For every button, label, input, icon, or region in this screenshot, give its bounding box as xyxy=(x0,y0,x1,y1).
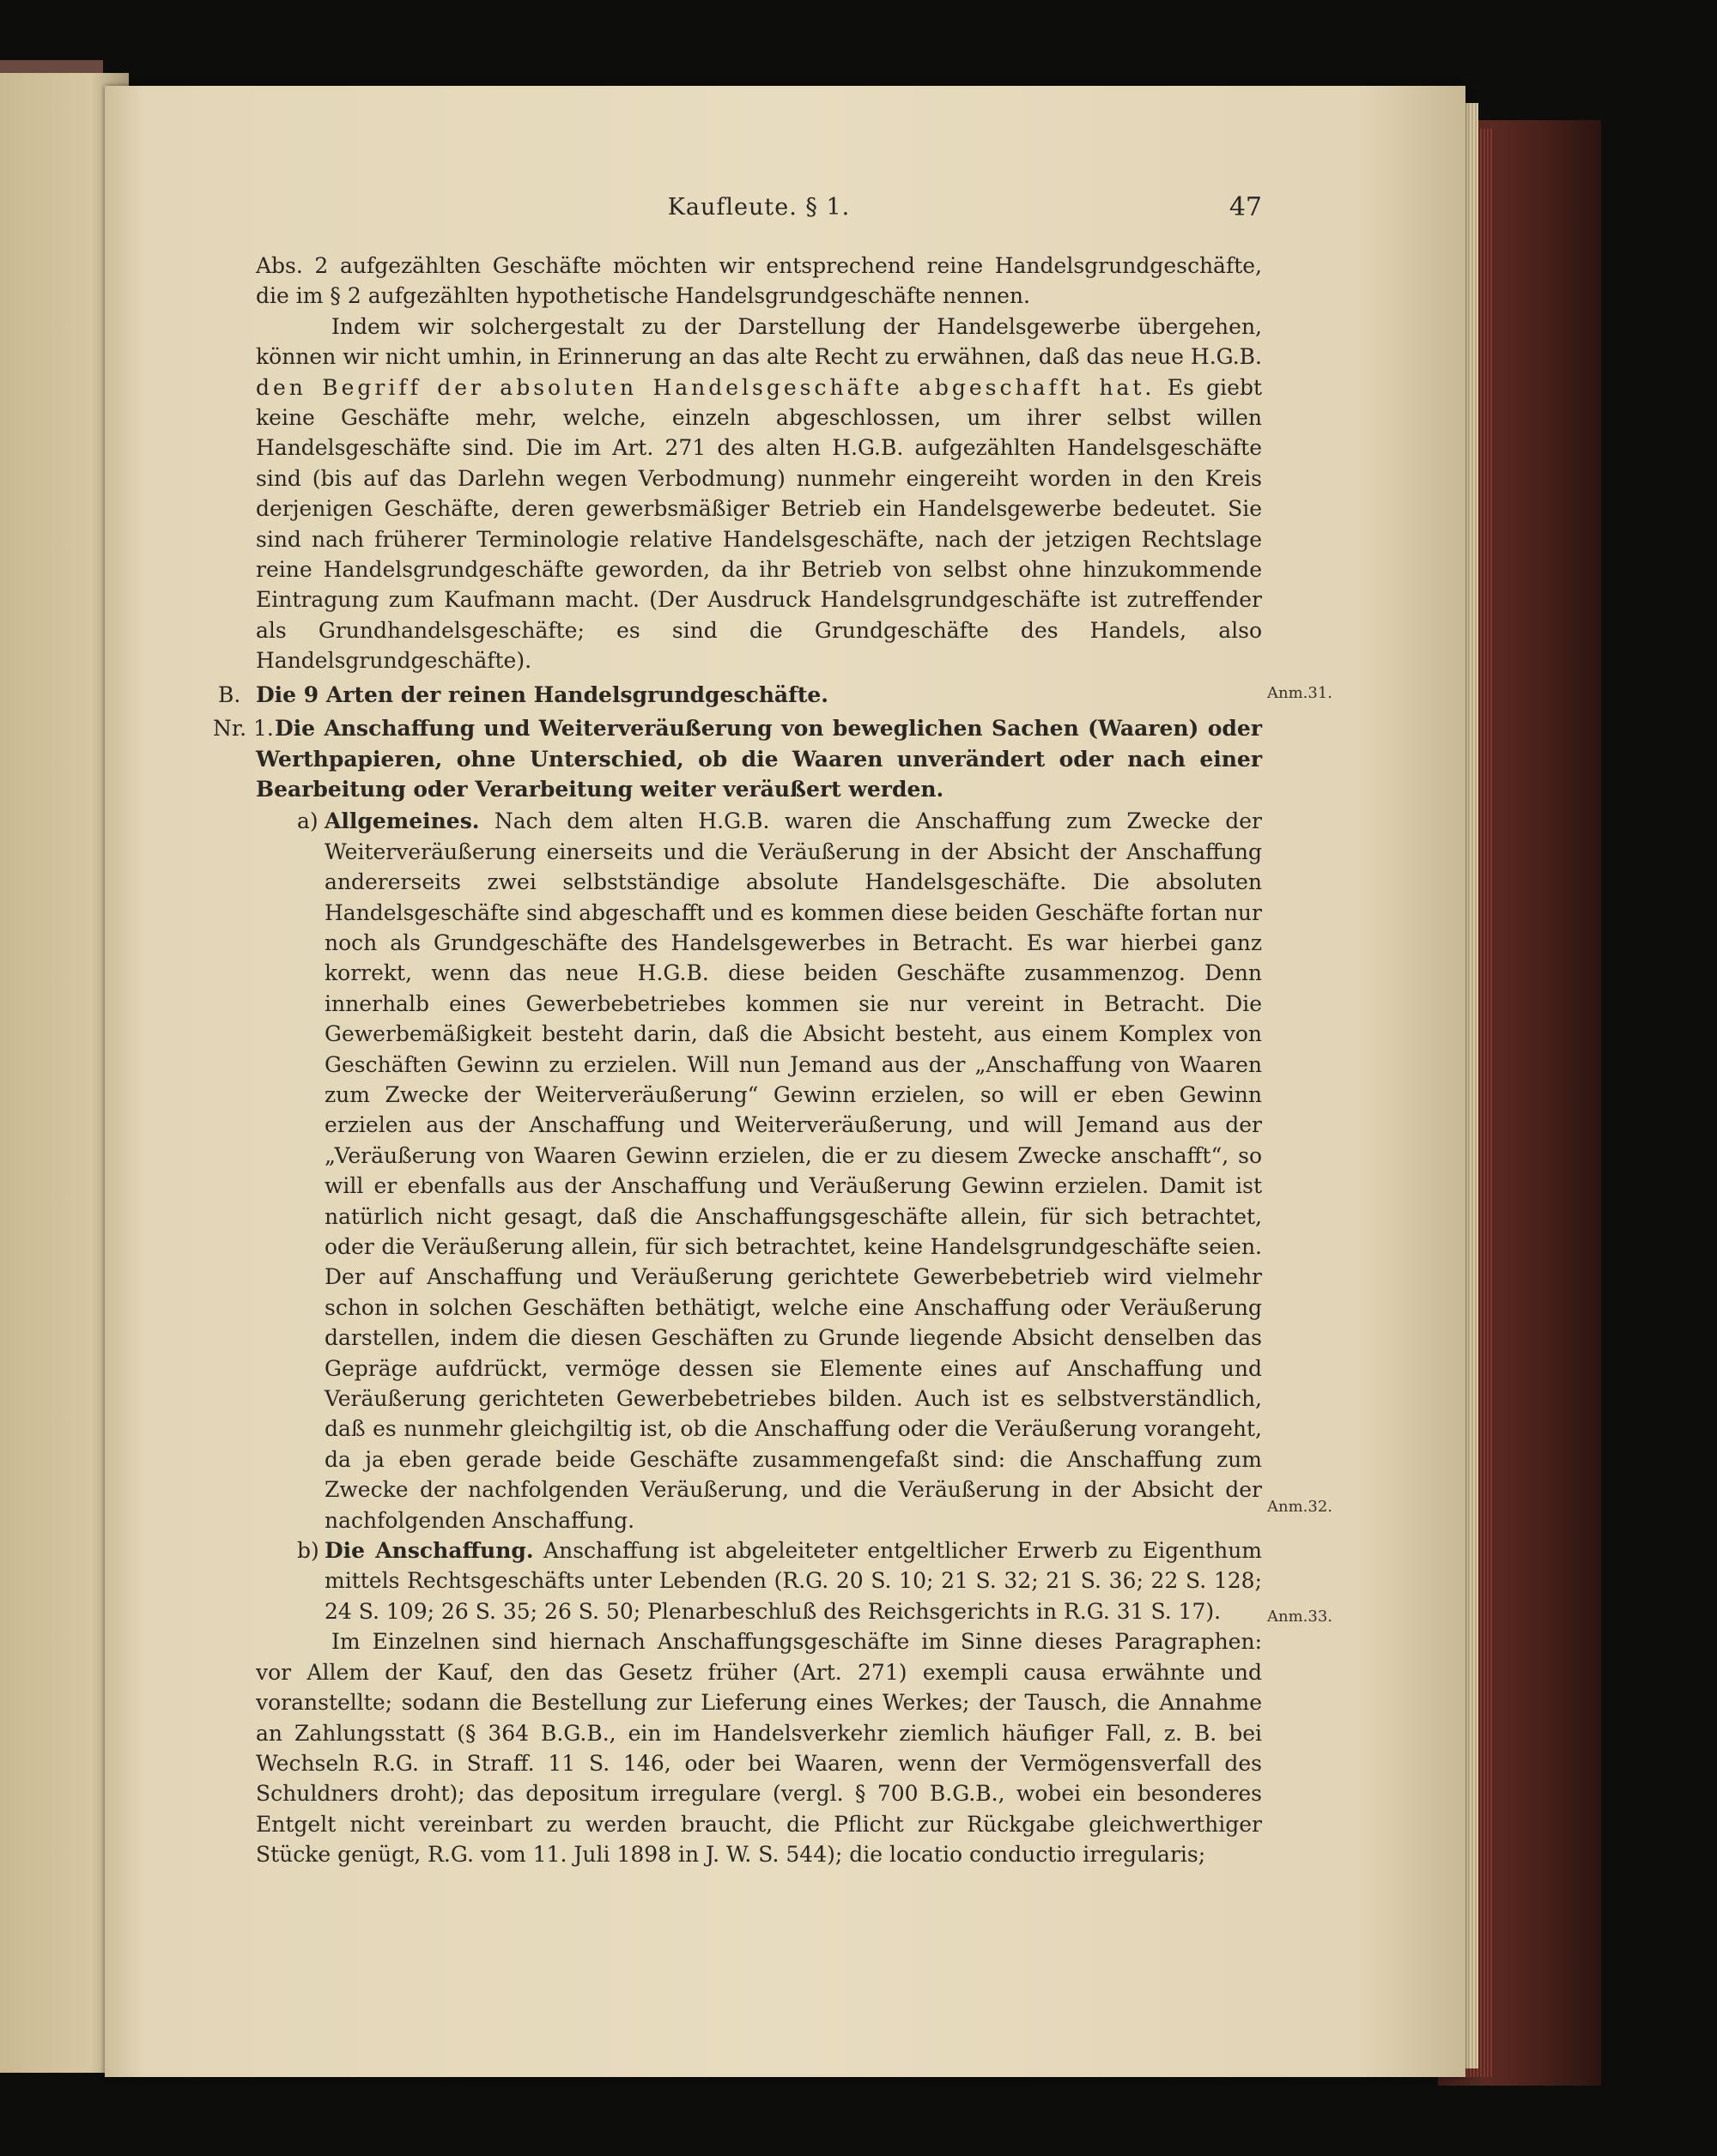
page-number: 47 xyxy=(1229,192,1262,222)
paragraph-1: Abs. 2 aufgezählten Geschäfte möchten wir entsprechend reine Handelsgrundgeschäfte, die im § 2 aufgezählten hypothetische Handelsgrundgeschäfte nennen. xyxy=(256,253,1262,309)
paragraph-2 xyxy=(256,312,1262,676)
section-b-label: B. xyxy=(218,681,241,707)
nr1-label: Nr. 1. xyxy=(213,716,274,742)
subsection-b-title: Die Anschaffung. xyxy=(325,1538,534,1564)
paragraph-2-emphasis: den Begriff der absoluten Handelsgeschäfte abgeschafft hat. xyxy=(256,374,1156,400)
subsection-b xyxy=(256,1535,1262,1626)
page-body xyxy=(213,251,1263,1870)
section-b-heading xyxy=(218,680,1262,710)
subsection-a-label: a) xyxy=(297,808,319,834)
running-head xyxy=(256,189,1262,223)
nr1-heading xyxy=(213,713,1262,804)
subsection-a xyxy=(256,806,1262,1535)
paragraph-2-part-c: Es giebt keine Geschäfte mehr, welche, einzeln abgeschlossen, um ihrer selbst willen Handelsgeschäfte sind. Die im Art. 271 des alten H.G.B. aufgezählten Handelsgeschäfte sind (bis auf das Darlehn wegen Verbodmung) nunmehr eingereiht worden in den Kreis derjenigen Geschäfte, deren gewerbsmäßiger Betrieb ein Handelsgewerbe bedeutet. Sie sind nach früherer Terminologie relative Handelsgeschäfte, nach der jetzigen Rechtslage reine Handelsgrundgeschäfte geworden, da ihr Betrieb von selbst ohne hinzukommende Eintragung zum Kaufmann macht. (Der Ausdruck Handelsgrundgeschäfte ist zutreffender als Grundhandelsgeschäfte; es sind die Grundgeschäfte des Handels, also Handelsgrundgeschäfte). xyxy=(256,374,1262,674)
running-title: Kaufleute. § 1. xyxy=(667,194,851,221)
subsection-a-title: Allgemeines. xyxy=(325,808,480,834)
section-b-title: Die 9 Arten der reinen Handelsgrundgeschäfte. xyxy=(256,681,828,707)
subsection-b-label: b) xyxy=(297,1538,319,1564)
subsection-a-text: Nach dem alten H.G.B. waren die Anschaffung zum Zwecke der Weiterveräußerung einerseits und die Veräußerung in der Absicht der Anschaffung andererseits zwei selbstständige absolute Handelsgeschäfte. Die absoluten Handelsgeschäfte sind abgeschafft und es kommen diese beiden Geschäfte fortan nur noch als Grundgeschäfte des Handelsgewerbes in Betracht. Es war hierbei ganz korrekt, wenn das neue H.G.B. diese beiden Geschäfte zusammenzog. Denn innerhalb eines Gewerbebetriebes kommen sie nur vereint in Betracht. Die Gewerbemäßigkeit besteht darin, daß die Absicht besteht, aus einem Komplex von Geschäften Gewinn zu erzielen. Will nun Jemand aus der „Anschaffung von Waaren zum Zwecke der Weiterveräußerung“ Gewinn erzielen, so will er eben Gewinn erzielen aus der Anschaffung und Weiterveräußerung, und will Jemand aus der „Veräußerung von Waaren Gewinn erzielen, die er zu diesem Zwecke anschafft“, so will er ebenfalls aus der Anschaffung und Veräußerung Gewinn erzielen. Damit ist natürlich nicht gesagt, daß die Anschaffungsgeschäfte allein, für sich betrachtet, oder die Veräußerung allein, für sich betrachtet, keine Handelsgrundgeschäfte seien. Der auf Anschaffung und Veräußerung gerichtete Gewerbebetrieb wird vielmehr schon in solchen Geschäften bethätigt, welche eine Anschaffung oder Veräußerung darstellen, indem die diesen Geschäften zu Grunde liegende Absicht denselben das Gepräge aufdrückt, vermöge dessen sie Elemente eines auf Anschaffung und Veräußerung gerichteten Gewerbebetriebes bilden. Auch ist es selbstverständlich, daß es nunmehr gleichgiltig ist, ob die Anschaffung oder die Veräußerung vorangeht, da ja eben gerade beide Geschäfte zusammengefaßt sind: die Anschaffung zum Zwecke der nachfolgenden Veräußerung, und die Veräußerung in der Absicht der nachfolgenden Anschaffung. xyxy=(325,808,1262,1533)
nr1-title: Die Anschaffung und Weiterveräußerung von beweglichen Sachen (Waaren) oder Werthpapieren, ohne Unterschied, ob die Waaren unverändert oder nach einer Bearbeitung oder Verarbeitung weiter veräußert werden. xyxy=(256,716,1262,802)
margin-note-anm33: Anm.33. xyxy=(1267,1608,1333,1626)
subsection-b-text: Anschaffung ist abgeleiteter entgeltlicher Erwerb zu Eigenthum mittels Rechtsgeschäfts unter Lebenden (R.G. 20 S. 10; 21 S. 32; 21 S. 36; 22 S. 128; 24 S. 109; 26 S. 35; 26 S. 50; Plenarbeschluß des Reichsgerichts in R.G. 31 S. 17). xyxy=(325,1538,1263,1624)
paragraph-last: Im Einzelnen sind hiernach Anschaffungsgeschäfte im Sinne dieses Paragraphen: vor Allem der Kauf, den das Gesetz früher (Art. 271) exempli causa erwähnte und voranstellte; sodann die Bestellung zur Lieferung eines Werkes; der Tausch, die Annahme an Zahlungsstatt (§ 364 B.G.B., ein im Handelsverkehr ziemlich häufiger Fall, z. B. bei Wechseln R.G. in Straff. 11 S. 146, oder bei Waaren, wenn der Vermögensverfall des Schuldners droht); das depositum irregulare (vergl. § 700 B.G.B., wobei ein besonderes Entgelt nicht vereinbart zu werden braucht, die Pflicht zur Rückgabe gleichwerthiger Stücke genügt, R.G. vom 11. Juli 1898 in J. W. S. 544); die locatio conductio irregularis; xyxy=(256,1629,1262,1868)
margin-note-anm31: Anm.31. xyxy=(1267,684,1333,702)
margin-note-anm32: Anm.32. xyxy=(1267,1498,1333,1516)
paragraph-2-part-a: Indem wir solchergestalt zu der Darstellung der Handelsgewerbe übergehen, können wir nicht umhin, in Erinnerung an das alte Recht zu erwähnen, daß das neue H.G.B. xyxy=(256,313,1262,370)
